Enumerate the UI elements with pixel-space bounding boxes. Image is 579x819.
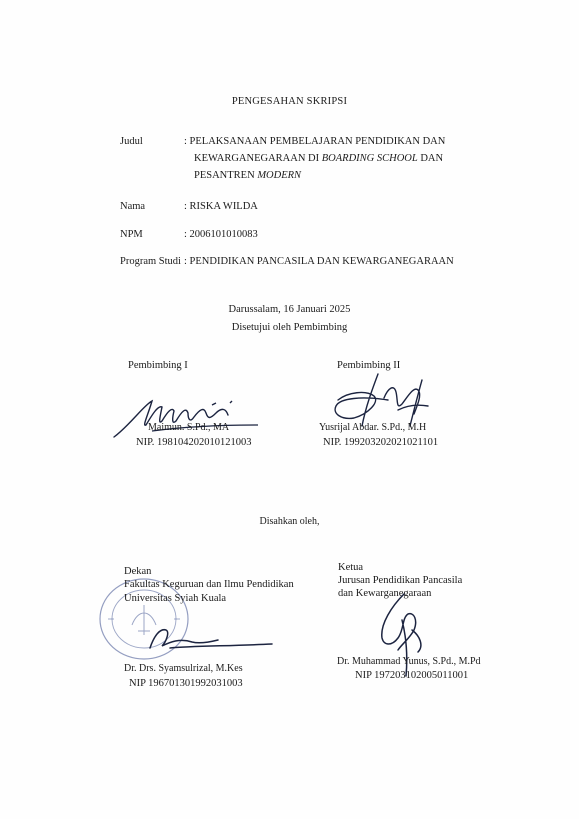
- advisor2-nip: NIP. 199203202021021101: [323, 437, 439, 448]
- head-nip: NIP 197203102005011001: [355, 670, 469, 681]
- judul-line-2-b: BOARDING SCHOOL: [321, 153, 418, 164]
- judul-line-2: [194, 153, 443, 164]
- dean-nip: NIP 196701301992031003: [129, 678, 243, 689]
- prodi-label: Program Studi: [120, 256, 181, 267]
- dean-university: Universitas Syiah Kuala: [124, 593, 227, 604]
- advisor1-signature: [112, 395, 262, 440]
- dean-faculty: Fakultas Keguruan dan Ilmu Pendidikan: [124, 579, 294, 590]
- head-department: Jurusan Pendidikan Pancasila: [338, 575, 463, 586]
- advisor2-role: Pembimbing II: [337, 360, 401, 371]
- npm-value: : 2006101010083: [184, 229, 258, 240]
- judul-label: Judul: [120, 136, 143, 147]
- ratified-by: Disahkan oleh,: [259, 516, 320, 527]
- advisor1-role: Pembimbing I: [128, 360, 188, 371]
- advisor2-signature: [318, 370, 433, 430]
- approved-by: Disetujui oleh Pembimbing: [231, 322, 348, 333]
- nama-value: : RISKA WILDA: [184, 201, 258, 212]
- judul-line-3-a: PESANTREN: [194, 170, 258, 181]
- page-title: PENGESAHAN SKRIPSI: [231, 96, 348, 107]
- judul-line-1: : PELAKSANAAN PEMBELAJARAN PENDIDIKAN DAN: [184, 136, 446, 147]
- head-department-2: dan Kewarganegaraan: [338, 588, 432, 599]
- dean-title: Dekan: [124, 566, 152, 577]
- head-title: Ketua: [338, 562, 364, 573]
- advisor1-nip: NIP. 198104202010121003: [136, 437, 252, 448]
- judul-line-2-a: KEWARGANEGARAAN DI: [194, 153, 322, 164]
- head-name: Dr. Muhammad Yunus, S.Pd., M.Pd: [337, 656, 481, 667]
- advisor1-name: Maimun. S.Pd., MA: [148, 422, 230, 433]
- judul-line-3: [194, 170, 301, 181]
- dean-signature: [140, 618, 280, 658]
- place-date: Darussalam, 16 Januari 2025: [228, 304, 351, 315]
- dean-name: Dr. Drs. Syamsulrizal, M.Kes: [124, 663, 243, 674]
- judul-line-2-c: DAN: [417, 153, 444, 164]
- npm-label: NPM: [120, 229, 143, 240]
- nama-label: Nama: [120, 201, 146, 212]
- prodi-value: : PENDIDIKAN PANCASILA DAN KEWARGANEGARAAN: [184, 256, 454, 267]
- advisor2-name: Yusrijal Abdar. S.Pd., M.H: [319, 422, 427, 433]
- judul-line-3-b: MODERN: [257, 170, 302, 181]
